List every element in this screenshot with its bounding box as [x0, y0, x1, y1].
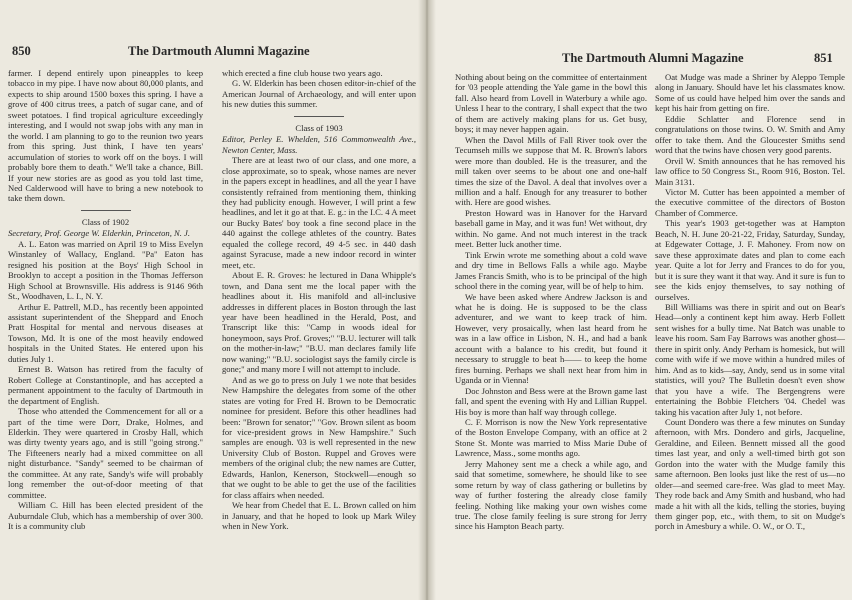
paragraph: Doc Johnston and Bess were at the Brown game last fall, and spent the evening with Hy and Lillian Ruppel. His boy is more than half way through college. [455, 385, 647, 417]
secretary-line: Secretary, Prof. George W. Elderkin, Princeton, N. J. [8, 228, 191, 239]
paragraph: Orvil W. Smith announces that he has removed his law office to 50 Congress St., Room 916, Boston. Tel. Main 3131. [655, 155, 845, 187]
paragraph: Those who attended the Commencement for all or a part of the time were Dorr, Drake, Holmes, and Elderkin. They were quartered in Crosby Hall, which was dirty twenty years ago, and is still "going strong." The Fifteeners nearly had a mixed committee on all night disturbance. "Sandy" seemed to be chairman of the committee. At any rate, Sandy's wife will probably long remember the out-of-door meeting of that committee. [8, 406, 203, 500]
secretary-line: Editor, Perley E. Whelden, 516 Commonwealth Ave., Newton Center, Mass. [222, 134, 416, 155]
divider [294, 116, 344, 117]
paragraph: And as we go to press on July 1 we note that besides New Hampshire the delegates from some of the other states are voting for Fred H. Brown to be Democratic nominee for president. Before this other headlines had been: "Brown for senator;" "Gov. Brown silent as boom for vice-president grows in New Hampshire." Such samples are enough. '03 is well represented in the new University Club of Boston. Ruppel and Groves were members of the original club; the new names are Cutter, Edwards, Hanlon, Kenerson, Stockwell—enough so that we ought to be able to get the use of the facilities for class affairs when needed. [222, 374, 416, 500]
paragraph: which erected a fine club house two years ago. [222, 68, 383, 78]
page-gutter [418, 0, 436, 600]
page-number: 850 [12, 44, 31, 58]
paragraph: This year's 1903 get-together was at Hampton Beach, N. H. June 20-21-22, Friday, Saturday, Sunday, at Edgewater Cottage, J. F. Mahoney. From now on save these approximate dates and plan to come each year. Quite a lot for Jerry and Frances to do for you, but it is sure they want it that way. And it sure is fun to see the kids enjoy themselves, to say nothing of ourselves. [655, 218, 845, 302]
paragraph: William C. Hill has been elected president of the Auburndale Club, which has a membership of over 300. It is a community club [8, 500, 203, 532]
right-page [428, 0, 852, 600]
paragraph: C. F. Morrison is now the New York representative of the Boston Envelope Company, with an office at 2 Stone St. Monte was married to Miss Marie Dube of Lawrence, Mass., some months ago. [455, 416, 647, 459]
paragraph: Victor M. Cutter has been appointed a member of the executive committee of the directors of Boston Chamber of Commerce. [655, 186, 845, 218]
paragraph: Nothing about being on the committee of entertainment for '03 people attending the Yale game in the bowl this fall. Also heard from Lovell in Waterbury a while ago. Unless I hear to the contrary, I shall expect that the two of them are actively making plans for us. Get busy, boys; it may never happen again. [455, 72, 647, 135]
column-1 [8, 68, 203, 531]
column-1 [455, 72, 647, 532]
paragraph: G. W. Elderkin has been chosen editor-in-chief of the American Journal of Archaeology, and will enter upon his new duties this summer. [222, 78, 416, 110]
paragraph: Eddie Schlatter and Florence send in congratulations on those twins. O. W. Smith and Amy offer to take them. And the Gloucester Smiths send word that the twins have chosen very good parents. [655, 113, 845, 156]
page-number: 851 [814, 51, 833, 65]
paragraph: Oat Mudge was made a Shriner by Aleppo Temple along in January. Should have let his classmates know. Some of us could have helped him over the sands and kept his hair from getting on fire. [655, 72, 845, 114]
class-heading: Class of 1903 [295, 122, 343, 133]
paragraph: Ernest B. Watson has retired from the faculty of Robert College at Constantinople, and has accepted a permanent appointment to the faculty of Dartmouth in the department of English. [8, 364, 203, 406]
paragraph: Count Dondero was there a few minutes on Sunday afternoon, with Mrs. Dondero and girls, Jacqueline, Geraldine, and Eileen. Bennett missed all the good times last year, and only a well-timed birth got son Gordon into the water with the Mudge family this same afternoon. Ben looks just like the rest of us—no older—and seemed care-free. Was glad to meet May. They rode back and Amy Smith and husband, who had made a hit with all the kids, telling the stories, buying them ginger pop, etc., with them, to sit on Mudge's porch in Amesbury a while. O. W., or O. T., [655, 416, 845, 532]
paragraph: We have been asked where Andrew Jackson is and what he is doing. He is supposed to be the class adventurer, and we want to keep track of him. However, very prosaically, when last heard from he was in a law office in Lisbon, N. H., and had a bank account with a balance to his credit, but found it necessary to struggle to beat h—— to keep the home fires burning. Perhaps we shall next hear from him in Uganda or in Vienna! [455, 291, 647, 386]
paragraph: Tink Erwin wrote me something about a cold wave and dry time in Bellows Falls a while ago. Maybe James Francis Smith, who is to be principal of the high school there in the coming year, will be of help to him. [455, 249, 647, 292]
paragraph: When the Davol Mills of Fall River took over the Tecumseh mills we suppose that M. R. Brown's labors were more than doubled. He is the treasurer, and the mill taken over seems to be about one and one-half times the size of the Davol. A deal that involves over a million and a half. Enough for any treasurer to bother with. Here are good wishes. [455, 134, 647, 208]
divider [81, 210, 131, 211]
magazine-title: The Dartmouth Alumni Magazine [128, 44, 310, 58]
paragraph: A. L. Eaton was married on April 19 to Miss Evelyn Winstanley of Wallacy, England. "Pa" Eaton has resigned his position at the Boys' High School in Brooklyn to accept a position in the Thomas Jefferson High School at Brownsville. His address is 9146 96th St., Woodhaven, L. I., N. Y. [8, 238, 203, 302]
class-heading: Class of 1902 [81, 216, 130, 227]
column-2 [655, 72, 845, 532]
left-page [0, 0, 424, 600]
paragraph: farmer. I depend entirely upon pineapples to keep tobacco in my pipe. I have now about 80,000 plants, and expects to ship around 1500 boxes this spring. I have a grove of 400 citrus trees, a patch of sugar cane, and of sweet potatoes. I find tropical agriculture exceedingly interesting, and I would not swap jobs with any man in the world. I am planning to go to the reunion two years from this spring. Just think, I have ten years' accumulation of stories to work off on the boys. I will probably bore them to death." We'll take a chance, Bill. If your new stories are as good as you told last time, Ned Calderwood will have to bring a new notebook to take them down. [8, 68, 203, 204]
paragraph: Jerry Mahoney sent me a check a while ago, and said that sometime, somewhere, he should like to see some return by way of class gathering or bulletins by way of further fostering the already close family feeling. Nothing like making your own wishes come true. The close family feeling is sure strong for Jerry since his Hampton Beach party. [455, 458, 647, 532]
magazine-title: The Dartmouth Alumni Magazine [562, 51, 744, 65]
paragraph: We hear from Chedel that E. L. Brown called on him in January, and that he hoped to look up Mark Wiley when in New York. [222, 500, 416, 532]
paragraph: There are at least two of our class, and one more, a close approximate, so to speak, whose names are never in the papers except in headlines, and all the year I have consistently refrained from mentioning them, thinking they had publicity enough. However, I will print a few headlines, and let it go at that. E. g.: in the I.C. 4 A meet our Bucky Bates' boy took a fine second place in the 440 against the college athletes of the country. Bates equaled the college record, 49 4-5 sec. in 440 dash against Syracuse, made a new indoor record in winter meet, etc. [222, 155, 416, 270]
column-2 [222, 68, 416, 531]
paragraph: Bill Williams was there in spirit and out on Bear's Head—only a continent kept him away. Herb Follett sent wishes for a bully time. Nat Batch was unable to leave his room. Sam Fay Barrows was another ghost—there in spirit only. Andy Perham is homesick, but will come with wife if we move within a hundred miles of him. And as to kids—say, Andy, send us in some vital statistics, will you? The Bulletin doesn't even show that you have a wife. The Bergengrens were entertaining the Bobbie Fletchers '04. Chedel was taking his vacation after July 1, not before. [655, 301, 845, 417]
paragraph: About E. R. Groves: he lectured in Dana Whipple's town, and Dana sent me the local paper with the headlines about it. His manifold and all-inclusive addresses in different places in Boston through the last year have been headlined in the Herald, Post, and Transcript like this: "Camp in woods ideal for honeymoon, says Prof. Groves;" "B.U. lecturer will talk on the mother-in-law;" "B.U. man declares family life now waning;" "B.U. sociologist says the family circle is gone;" and many more I will not attempt to include. [222, 270, 416, 375]
paragraph: Preston Howard was in Hanover for the Harvard baseball game in May, and it was fun! Wet without, dry within. No game. And not much interest in the track meet. Better luck another time. [455, 207, 647, 250]
paragraph: Arthur E. Pattrell, M.D., has recently been appointed assistant superintendent of the Sheppard and Enoch Pratt Hospital for mental and nervous diseases at Towson, Md. It is one of the most heavily endowed hospitals in the United States. He entered upon his duties July 1. [8, 301, 203, 364]
